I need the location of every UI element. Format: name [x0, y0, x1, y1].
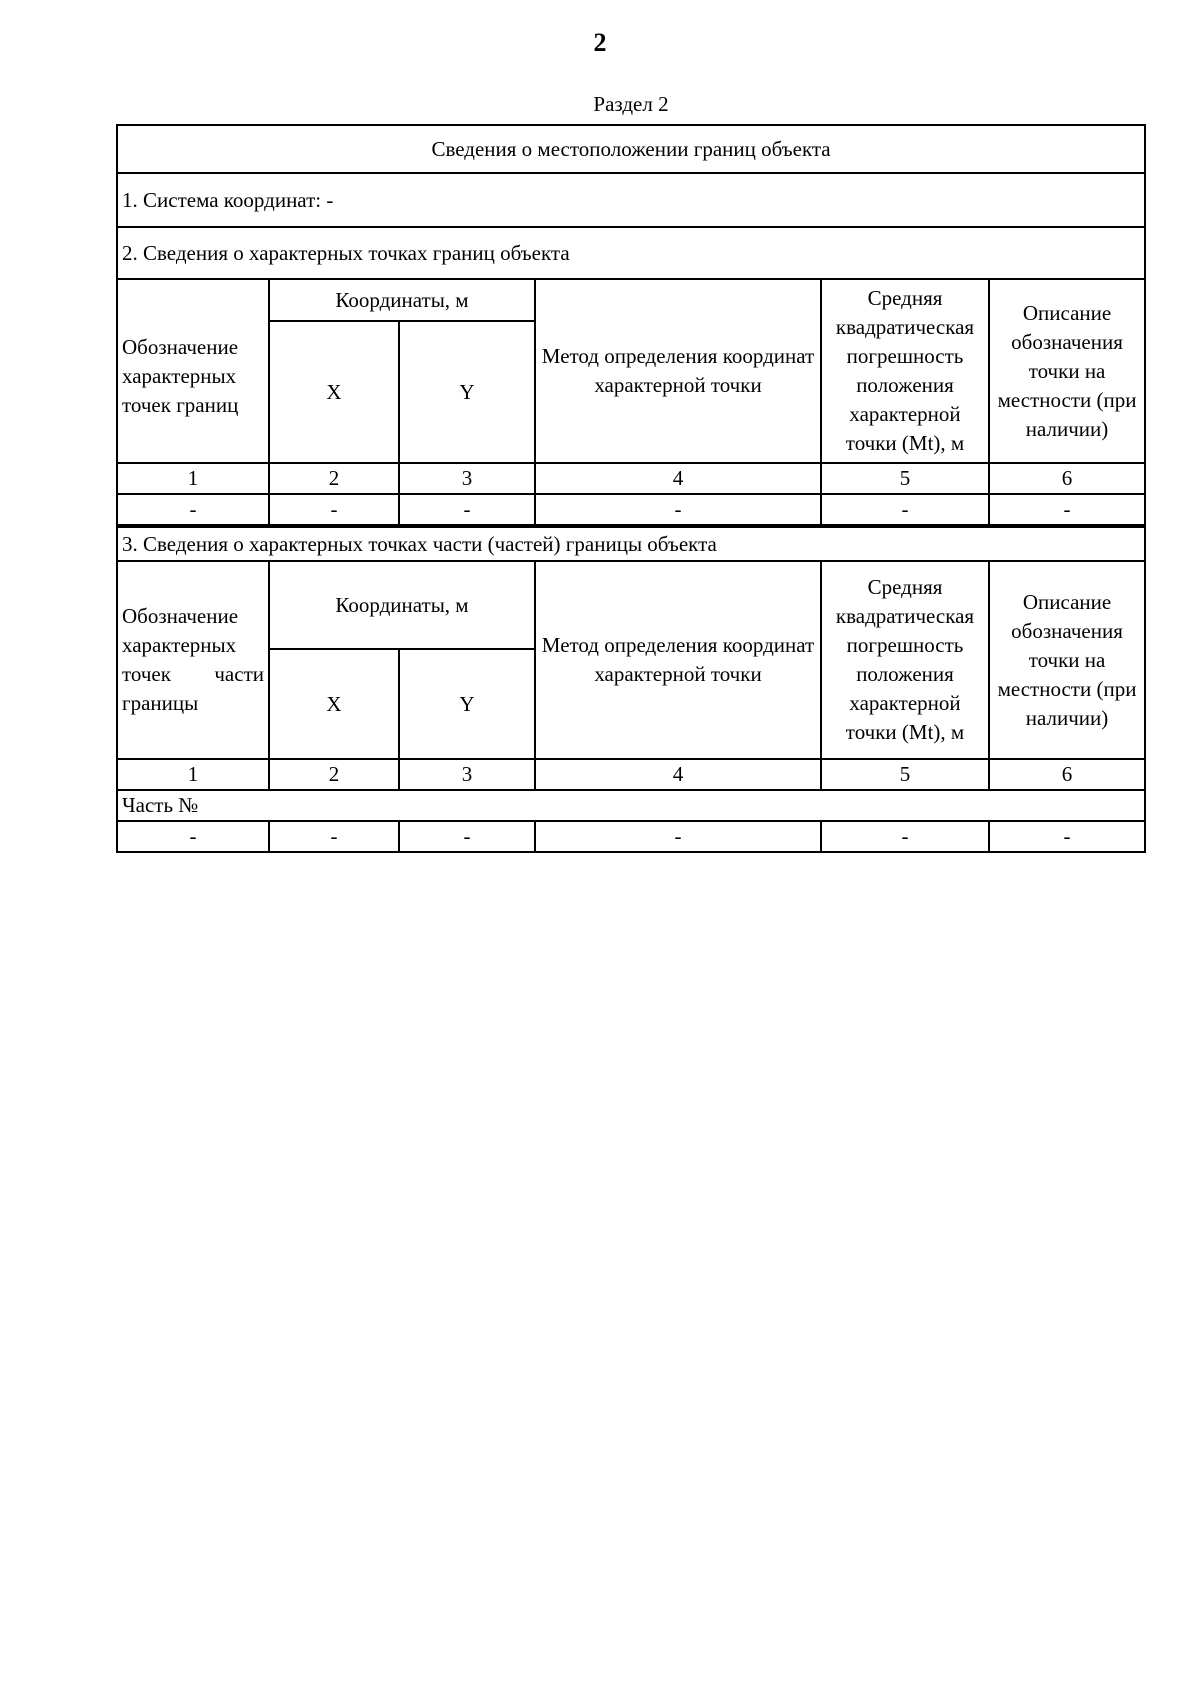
part-label-row: Часть № [117, 790, 1145, 821]
table-cell: - [399, 821, 535, 852]
page-number: 2 [593, 28, 607, 57]
header-x: X [269, 321, 399, 463]
table-title: Сведения о местоположении границ объекта [117, 125, 1145, 173]
table-cell: - [989, 821, 1145, 852]
header-coordinates: Координаты, м [269, 561, 535, 649]
table-cell: - [821, 821, 989, 852]
column-number: 3 [399, 759, 535, 790]
column-number: 2 [269, 463, 399, 494]
header-description: Описание обозначения точки на местности (при наличии) [989, 561, 1145, 759]
column-number: 4 [535, 463, 821, 494]
designation-line [122, 660, 264, 689]
designation-word: точек [122, 662, 171, 686]
header-method: Метод определения координат характерной точки [535, 561, 821, 759]
part-boundaries-table [116, 526, 1146, 853]
header-designation: Обозначение характерных точек границ [117, 279, 269, 463]
designation-word: части [214, 662, 264, 686]
table-cell: - [821, 494, 989, 525]
column-number: 4 [535, 759, 821, 790]
column-number: 6 [989, 463, 1145, 494]
table-cell: - [269, 494, 399, 525]
header-coordinates: Координаты, м [269, 279, 535, 321]
table-cell: - [989, 494, 1145, 525]
column-number: 1 [117, 759, 269, 790]
header-designation [117, 561, 269, 759]
column-number: 1 [117, 463, 269, 494]
column-number: 5 [821, 463, 989, 494]
header-description: Описание обозначения точки на местности (при наличии) [989, 279, 1145, 463]
coord-system-row: 1. Система координат: - [117, 173, 1145, 227]
header-y: Y [399, 321, 535, 463]
designation-line: границы [122, 691, 199, 715]
table-cell: - [399, 494, 535, 525]
column-number: 3 [399, 463, 535, 494]
designation-line: Обозначение [122, 604, 239, 628]
header-error: Средняя квадратическая погрешность положения характерной точки (Mt), м [821, 279, 989, 463]
header-y: Y [399, 649, 535, 759]
table-cell: - [535, 821, 821, 852]
designation-line: характерных [122, 633, 237, 657]
column-number: 6 [989, 759, 1145, 790]
boundaries-table [116, 124, 1146, 526]
table-cell: - [117, 821, 269, 852]
header-x: X [269, 649, 399, 759]
table-cell: - [269, 821, 399, 852]
header-error: Средняя квадратическая погрешность положения характерной точки (Mt), м [821, 561, 989, 759]
section-caption: Раздел 2 [593, 92, 669, 116]
column-number: 5 [821, 759, 989, 790]
table-cell: - [117, 494, 269, 525]
part-points-heading-row: 3. Сведения о характерных точках части (частей) границы объекта [117, 527, 1145, 561]
points-heading-row: 2. Сведения о характерных точках границ объекта [117, 227, 1145, 279]
column-number: 2 [269, 759, 399, 790]
table-cell: - [535, 494, 821, 525]
header-method: Метод определения координат характерной точки [535, 279, 821, 463]
